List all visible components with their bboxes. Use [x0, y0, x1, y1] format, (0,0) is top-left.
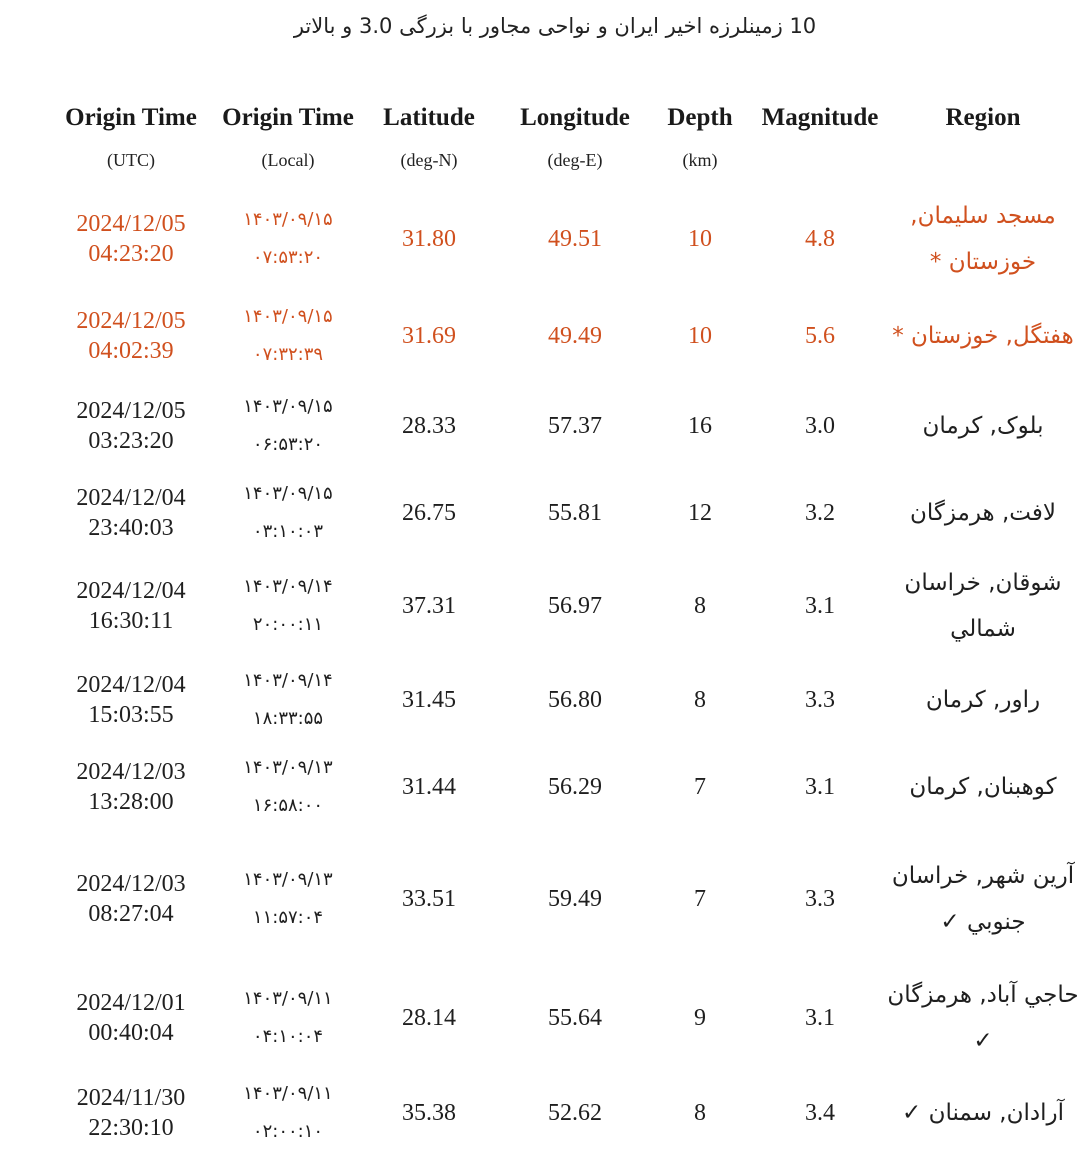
- magnitude-cell: 3.2: [805, 499, 835, 526]
- local-date: ۱۴۰۳/۰۹/۱۳: [243, 756, 333, 778]
- local-time-cell: [222, 656, 354, 743]
- local-time: ۱۱:۵۷:۰۴: [252, 907, 324, 928]
- utc-time-cell: [40, 382, 222, 469]
- utc-time: 23:40:03: [88, 514, 174, 541]
- latitude-cell: 33.51: [402, 886, 456, 912]
- latitude-cell: 28.33: [402, 412, 456, 439]
- local-time: ۰۲:۰۰:۱۰: [252, 1121, 324, 1142]
- utc-date: 2024/12/05: [76, 211, 186, 237]
- latitude-cell: 31.69: [402, 322, 456, 349]
- local-time-cell: [222, 830, 354, 968]
- local-date: ۱۴۰۳/۰۹/۱۳: [243, 869, 333, 890]
- latitude-cell: 35.38: [402, 1100, 456, 1126]
- longitude-cell: 56.80: [548, 686, 602, 713]
- region-cell: راور, کرمان: [925, 686, 1041, 713]
- latitude-cell: 31.45: [402, 686, 456, 713]
- region-cell: مسجد سلیمان, خوزستان *: [910, 203, 1056, 275]
- longitude-cell: 56.29: [548, 773, 602, 800]
- depth-cell: 7: [694, 773, 706, 800]
- utc-time: 22:30:10: [88, 1115, 174, 1141]
- utc-time-cell: [40, 556, 222, 656]
- depth-cell: 16: [688, 412, 712, 439]
- unit-local: (Local): [261, 150, 315, 170]
- utc-time-cell: [40, 469, 222, 556]
- latitude-cell: 31.80: [402, 226, 456, 252]
- magnitude-cell: 4.8: [805, 226, 835, 252]
- earthquake-table: [40, 86, 1080, 1158]
- magnitude-cell: 5.6: [805, 322, 835, 349]
- local-time-cell: [222, 289, 354, 382]
- table-row: [40, 556, 1080, 656]
- utc-time-cell: [40, 189, 222, 289]
- unit-longitude: (deg-E): [547, 150, 603, 170]
- magnitude-cell: 3.0: [805, 412, 835, 439]
- local-date: ۱۴۰۳/۰۹/۱۵: [243, 305, 333, 327]
- longitude-cell: 52.62: [548, 1100, 602, 1126]
- depth-cell: 8: [694, 1100, 706, 1126]
- unit-utc: (UTC): [107, 150, 155, 170]
- header-magnitude: Magnitude: [761, 103, 879, 131]
- header-region: Region: [945, 103, 1021, 131]
- region-cell: لافت, هرمزگان: [910, 499, 1056, 526]
- utc-date: 2024/12/01: [76, 990, 186, 1016]
- utc-time: 04:02:39: [88, 337, 174, 364]
- magnitude-cell: 3.1: [805, 773, 835, 800]
- longitude-cell: 55.64: [548, 1005, 602, 1031]
- utc-date: 2024/12/03: [76, 758, 186, 785]
- longitude-cell: 59.49: [548, 886, 602, 912]
- local-time: ۰۴:۱۰:۰۴: [252, 1026, 324, 1047]
- utc-time-cell: [40, 743, 222, 830]
- local-time: ۰۷:۵۳:۲۰: [252, 247, 324, 268]
- local-time: ۲۰:۰۰:۱۱: [252, 614, 324, 635]
- depth-cell: 10: [688, 226, 712, 252]
- local-time: ۰۶:۵۳:۲۰: [252, 433, 324, 455]
- longitude-cell: 55.81: [548, 499, 602, 526]
- unit-magnitude: [754, 148, 886, 189]
- local-time: ۰۷:۳۲:۳۹: [252, 343, 324, 365]
- utc-time: 00:40:04: [88, 1020, 174, 1046]
- local-time: ۱۸:۳۳:۵۵: [252, 707, 324, 729]
- unit-depth: (km): [682, 150, 718, 170]
- region-cell: حاجي آباد, هرمزگان ✓: [887, 982, 1079, 1054]
- local-date: ۱۴۰۳/۰۹/۱۵: [243, 395, 333, 417]
- table-row: [40, 1068, 1080, 1158]
- depth-cell: 7: [694, 886, 706, 912]
- magnitude-cell: 3.3: [805, 886, 835, 912]
- utc-time: 13:28:00: [88, 788, 174, 815]
- units-row: [40, 148, 1080, 189]
- region-cell: آرادان, سمنان ✓: [901, 1100, 1065, 1126]
- region-cell: آرین شهر, خراسان جنوبي ✓: [891, 863, 1075, 935]
- utc-date: 2024/12/04: [76, 578, 186, 604]
- magnitude-cell: 3.4: [805, 1100, 835, 1126]
- magnitude-cell: 3.1: [805, 593, 835, 619]
- region-cell: کوهبنان, کرمان: [909, 773, 1057, 800]
- utc-date: 2024/11/30: [76, 1085, 186, 1111]
- longitude-cell: 49.51: [548, 226, 602, 252]
- table-row: [40, 830, 1080, 968]
- table-row: [40, 382, 1080, 469]
- utc-time-cell: [40, 968, 222, 1068]
- utc-date: 2024/12/04: [76, 671, 186, 698]
- region-cell: شوقان, خراسان شمالي: [904, 570, 1062, 642]
- depth-cell: 8: [694, 686, 706, 713]
- header-origin-time-utc: Origin Time: [65, 103, 197, 131]
- table-row: [40, 469, 1080, 556]
- local-time-cell: [222, 469, 354, 556]
- utc-time-cell: [40, 830, 222, 968]
- utc-time: 03:23:20: [88, 427, 174, 454]
- header-origin-time-local: Origin Time: [222, 103, 354, 131]
- local-time-cell: [222, 189, 354, 289]
- local-time-cell: [222, 743, 354, 830]
- utc-time: 16:30:11: [88, 608, 174, 634]
- latitude-cell: 37.31: [402, 593, 456, 619]
- header-longitude: Longitude: [520, 103, 630, 131]
- depth-cell: 12: [688, 499, 712, 526]
- table-row: [40, 743, 1080, 830]
- depth-cell: 8: [694, 593, 706, 619]
- utc-date: 2024/12/03: [76, 871, 186, 897]
- depth-cell: 10: [688, 322, 712, 349]
- page-title: 10 زمینلرزه اخیر ایران و نواحی مجاور با بزرگی 3.0 و بالاتر: [293, 14, 817, 38]
- utc-time: 04:23:20: [88, 241, 174, 267]
- local-date: ۱۴۰۳/۰۹/۱۴: [243, 576, 333, 597]
- local-date: ۱۴۰۳/۰۹/۱۱: [243, 1083, 333, 1104]
- table-row: [40, 656, 1080, 743]
- utc-time: 15:03:55: [88, 701, 174, 728]
- longitude-cell: 56.97: [548, 593, 602, 619]
- local-time-cell: [222, 1068, 354, 1158]
- longitude-cell: 57.37: [548, 412, 602, 439]
- latitude-cell: 31.44: [402, 773, 456, 800]
- region-cell: بلوک, کرمان: [922, 412, 1044, 439]
- local-time-cell: [222, 556, 354, 656]
- utc-date: 2024/12/05: [76, 397, 186, 424]
- latitude-cell: 28.14: [402, 1005, 456, 1031]
- region-cell: هفتگل, خوزستان *: [892, 322, 1074, 349]
- header-depth: Depth: [667, 103, 733, 131]
- utc-time-cell: [40, 656, 222, 743]
- header-latitude: Latitude: [383, 103, 475, 131]
- table-row: [40, 189, 1080, 289]
- unit-latitude: (deg-N): [400, 150, 458, 170]
- utc-date: 2024/12/05: [76, 307, 186, 334]
- utc-date: 2024/12/04: [76, 484, 186, 511]
- local-date: ۱۴۰۳/۰۹/۱۵: [243, 209, 333, 230]
- table-row: [40, 968, 1080, 1068]
- header-row: [40, 86, 1080, 148]
- depth-cell: 9: [694, 1005, 706, 1031]
- local-time-cell: [222, 382, 354, 469]
- utc-time: 08:27:04: [88, 901, 174, 927]
- local-date: ۱۴۰۳/۰۹/۱۵: [243, 482, 333, 504]
- local-time: ۱۶:۵۸:۰۰: [252, 794, 324, 816]
- local-date: ۱۴۰۳/۰۹/۱۴: [243, 669, 333, 691]
- longitude-cell: 49.49: [548, 322, 602, 349]
- utc-time-cell: [40, 1068, 222, 1158]
- utc-time-cell: [40, 289, 222, 382]
- magnitude-cell: 3.1: [805, 1005, 835, 1031]
- magnitude-cell: 3.3: [805, 686, 835, 713]
- local-time: ۰۳:۱۰:۰۳: [252, 520, 324, 542]
- table-row: [40, 289, 1080, 382]
- unit-region: [886, 148, 1080, 189]
- local-date: ۱۴۰۳/۰۹/۱۱: [243, 988, 333, 1009]
- latitude-cell: 26.75: [402, 499, 456, 526]
- local-time-cell: [222, 968, 354, 1068]
